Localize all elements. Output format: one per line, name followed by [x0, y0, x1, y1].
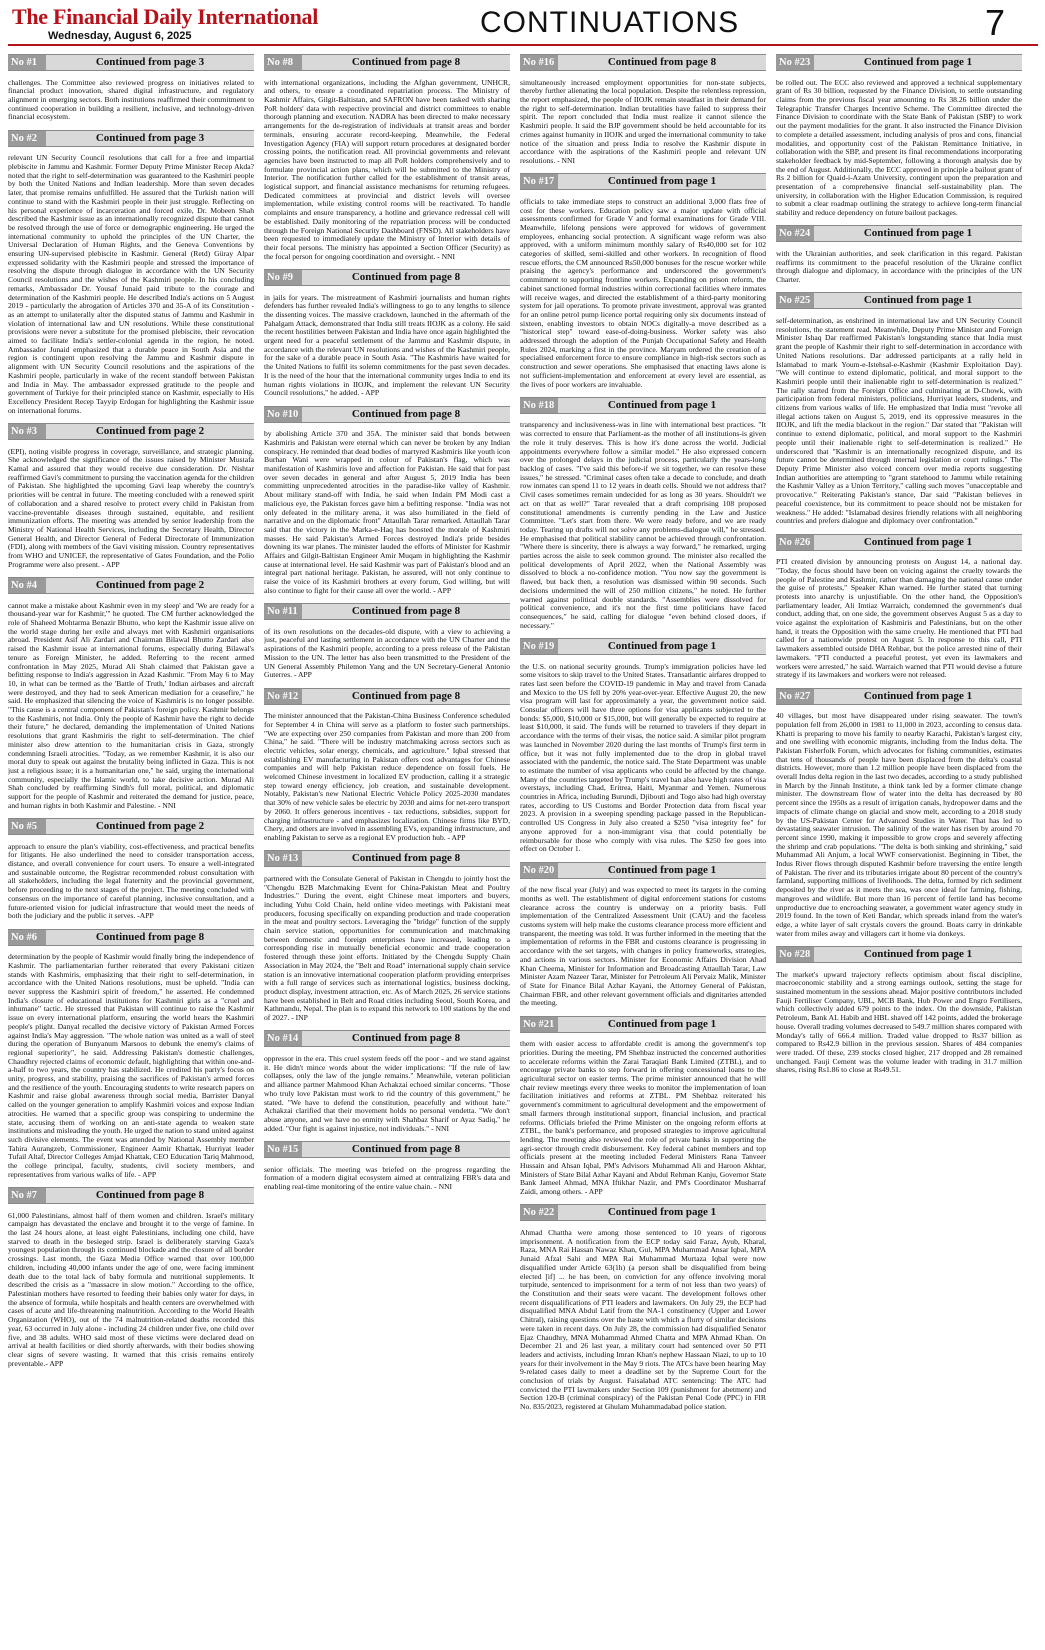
article-body: oppressor in the era. This cruel system feeds off the poor - and we stand against it. He didn't mince words about the wider implications: "If the rule of law collapses, only the law of the jungle remains." Meanwhile, veteran politician and alliance partner Mahmood Khan Achakzai echoed similar concerns. "Those who truly love Pakistan must work to rid the country of this government," he stated. "We have to defend the constitution, peacefully and without hate." Achakzai clarified that their movement holds no personal vendetta. "We don't abuse anyone, and we have no enmity with Shahbaz Sharif or Ayaz Sadiq," he added. "Our fight is against injustice, not individuals." - NNI	[264, 1054, 510, 1133]
continuation-header	[8, 423, 254, 440]
article-body: with international organizations, including the Afghan government, UNHCR, and others, to ensure a coordinated repatriation process. The Ministry of Kashmir Affairs, Gilgit-Baltistan, and SAFRON have been tasked with sharing PoR holders' data with respective provincial and district committees to enable thorough planning and execution. NADRA has been directed to make necessary arrangements for the de-registration of individuals at transit areas and border terminals, ensuring accurate record-keeping. Meanwhile, the Federal Investigation Agency (FIA) will support return procedures at designated border crossing points, the notification read. All provincial governments and relevant agencies have been instructed to map all PoR holders comprehensively and to formulate provincial action plans, which will be submitted to the Ministry of Interior. The notification further called for the establishment of transit areas, logistical support, and financial assistance mechanisms for returning refugees. Dedicated committees at provincial and district levels will oversee implementation, while existing control rooms will be reactivated. To handle complaints and ensure transparency, a hotline and grievance redressal cell will be established. Daily monitoring of the repatriation process will be conducted through the Foreign National Security Dashboard (FNSD). All stakeholders have been requested to immediately update the Ministry of Interior with details of their focal persons. The ministry has appointed a Section Officer (Security) as the focal person for ongoing coordination and oversight. - NNI	[264, 77, 510, 261]
continuation-header	[264, 603, 510, 620]
article-body: self-determination, as enshrined in international law and UN Security Council resolutions, the statement read. Meanwhile, Deputy Prime Minister and Foreign Minister Ishaq Dar reaffirmed Pakistan's longstanding stance that India must grant the people of Kashmir their right to self-determination in accordance with United Nations resolutions. Dar addressed participants at a rally held in Islamabad to mark Youm-e-Istehsal-e-Kashmir (Kashmir Exploitation Day). "We will continue to extend diplomatic, political, and moral support to the Kashmiri people until their inalienable right to self-determination is realized." The rally started from the Foreign Office and culminating at D-Chowk, with participation from federal ministers, politicians, Hurriyat leaders, students, and citizens from various walks of life. He emphasized that India must "revoke all illegal actions taken on August 5, 2019, end its oppressive measures in the IIOJK, and lift the media blackout in the region." Dar stated that "Pakistan will continue to extend diplomatic, political, and moral support to the Kashmiri people until their inalienable right to self-determination is realized." He underscored that "Kashmir is an internationally recognized dispute, and its future cannot be determined through internal legislation or court rulings." The Deputy Prime Minister also voiced concern over media reports suggesting Indian authorities are attempting to "grant statehood to Jammu while retaining the Kashmir Valley as a Union Territory," calling such moves "unacceptable and provocative." Reiterating Pakistan's stance, Dar said "Pakistan believes in peaceful coexistence, but its commitment to peace should not be mistaken for weakness." He added: "Islamabad desires friendly relations with all neighboring countries and prefers dialogue and diplomacy over confrontation."	[776, 316, 1022, 526]
continuation-header	[520, 173, 766, 190]
continued-from-label: Continued from page 8	[351, 270, 461, 283]
continued-from-label: Continued from page 8	[95, 1189, 205, 1202]
article-19	[520, 638, 766, 854]
article-24	[776, 225, 1022, 284]
column-3	[520, 52, 766, 1648]
article-number: No #21	[520, 1017, 558, 1032]
article-body: The market's upward trajectory reflects optimism about fiscal discipline, macroeconomic stability and a strong earnings outlook, setting the stage for sustained momentum in the sessions ahead. Major positive contributors included Fauji Fertiliser Company, UBL, MCB Bank, Hub Power and Engro Fertilisers, which collectively added 679 points to the index. On the downside, Pakistan Petroleum, Bank AL Habib and HBL shaved off 142 points, added the brokerage house. Overall trading volumes decreased to 549.7 million shares compared with Monday's tally of 666.4 million. Traded value dropped to Rs37 billion as compared to Rs42.9 billion in the previous session. Shares of 484 companies were traded. Of these, 239 stocks closed higher, 217 dropped and 28 remained unchanged. Fauji Cement was the volume leader with trading in 31.7 million shares, rising Rs1.86 to close at Rs49.51.	[776, 969, 1022, 1075]
column-4	[776, 52, 1022, 1648]
article-number: No #12	[264, 689, 302, 704]
article-body: the U.S. on national security grounds. Trump's immigration policies have led some visitors to skip travel to the United States. Transatlantic airfares dropped to rates last seen before the COVID-19 pandemic in May and travel from Canada and Mexico to the US fell by 20% year-over-year. Effective August 20, the new visa program will last for approximately a year, the government notice said. Consular officers will have three options for visa applicants subjected to the bonds: $5,000, $10,000 or $15,000, but will generally be expected to require at least $10,000, it said. The funds will be returned to travelers if they depart in accordance with the terms of their visas, the notice said. A similar pilot program was launched in November 2020 during the last months of Trump's first term in office, but it was not fully implemented due to the drop in global travel associated with the pandemic, the notice said. The State Department was unable to estimate the number of visa applicants who could be affected by the change. Many of the countries targeted by Trump's travel ban also have high rates of visa overstays, including Chad, Eritrea, Haiti, Myanmar and Yemen. Numerous countries in Africa, including Burundi, Djibouti and Togo also had high overstay rates, according to US Customs and Border Protection data from fiscal year 2023. A provision in a sweeping spending package passed in the Republican-controlled US Congress in July also created a $250 "visa integrity fee" for anyone approved for a non-immigrant visa that could potentially be reimbursable for those who comply with visa rules. The $250 fee goes into effect on October 1.	[520, 661, 766, 854]
article-14	[264, 1030, 510, 1133]
article-number: No #2	[8, 131, 46, 146]
article-6	[8, 929, 254, 1180]
continued-from-label: Continued from page 3	[95, 56, 205, 68]
continued-from-label: Continued from page 1	[863, 689, 973, 702]
continued-from-label: Continued from page 8	[351, 605, 461, 618]
continued-from-label: Continued from page 1	[607, 1206, 717, 1219]
continuation-header	[8, 130, 254, 147]
article-number: No #3	[8, 424, 46, 439]
continued-from-label: Continued from page 1	[607, 175, 717, 188]
article-body: determination by the people of Kashmir would finally bring the independence of Kashmir. The parliamentarian further reiterated that every Pakistani citizen stands with Kashmiris, emphasizing that their right to self-determination, in accordance with the United Nations resolutions, must be upheld. "India can never suppress the Kashmiri spirit of freedom," he asserted. He condemned India's closure of educational institutions for Kashmiri girls as a "cruel and inhumane" tactic. He stressed that Pakistan will continue to raise the Kashmir issue on every international platform, ensuring the world hears the Kashmiri people's plight. Danyal recalled the decisive victory of Pakistan Armed Forces against India's May aggression. "The whole nation was united as a wall of steel during the operation of Bunyanum Marsoos to debunk the enemy's claims of regional superiority", he said. Addressing Pakistan's domestic challenges, Chaudhry rejected claims of economic default, highlighting that within one-and-a-half to two years, the country has stabilized. He credited his party's focus on unity, progress, and stability, praising the sacrifices of Pakistan's armed forces and the resilience of the youth. Encouraging students to write research papers on Kashmir and raise global awareness through social media, Barrister Danyal called on the younger generation to amplify Kashmiri voices and expose Indian atrocities. He warned that a specific group was conspiring to undermine the state, accusing them of working on an anti-state agenda to weaken state institutions and misleading the youth. He urged the nation to stand united against such divisive elements. The event was attended by National Assembly member Tahira Aurangzeb, Commissioner, Engineer Aamir Khattak, Hurriyat leader Tufail Altaf, Director Colleges Amjad Khattak, CEO Education Tariq Mahmood, the college principal, faculty, students, civil society members, and representatives from various walks of life. - APP	[8, 952, 254, 1179]
article-1	[8, 54, 254, 122]
column-2	[264, 52, 510, 1648]
article-15	[264, 1141, 510, 1192]
article-body: transparency and inclusiveness-was in line with international best practices. "It was corrected to ensure that Parliament-as the mother of all institutions-is given the role it truly deserves. This is how it's done across the world. Judicial appointments everywhere follow a similar model." He also expressed concern over the prolonged delays in the judicial process, particularly the years-long backlog of cases. "I've said this before-if we sit together, we can resolve these issues," he stressed. "Criminal cases often take a decade to conclude, and death row inmates can spend 11 to 12 years in death cells. Should we not address that? Civil cases sometimes remain undecided for as long as 30 years. Shouldn't we act on that as well?" Tarar revealed that a draft comprising 108 proposed constitutional amendments is currently pending in the Law and Justice Committee. "Let's start from there. We were ready before, and we are ready today. Tearing up drafts will not solve any problems-dialogue will," he stressed. He emphasised that political stability cannot be achieved through confrontation. "Where there is sincerity, there is always a way forward," he remarked, urging parties across the aisle to seek common ground. The minister also recalled the political developments of April 2022, when the National Assembly was dissolved to block a no-confidence motion. "You now say the government is flawed, but back then, a resolution was dismissed within 90 seconds. Such decisions undermined the will of 250 million citizens," he noted. He further warned against political double standards. "Assemblies were dissolved for political convenience, and it's not the first time politicians have faced consequences," he said, calling for dialogue "even behind closed doors, if necessary."	[520, 420, 766, 630]
continuation-header	[520, 1204, 766, 1221]
article-number: No #26	[776, 535, 814, 550]
article-2	[8, 130, 254, 416]
article-body: cannot make a mistake about Kashmir even in my sleep' and 'We are ready for a thousand-year war for Kashmir,'" he quoted. The CM further acknowledged the role of Shaheed Mohtarma Benazir Bhutto, who kept the Kashmir issue alive on the world stage during her exile and always met with Kashmiri organisations abroad. President Asif Ali Zardari and Chairman Bilawal Bhutto Zardari also raised the Kashmir issue at international forums, especially during Bilawal's tenure as Foreign Minister, he added. Referring to the recent armed confrontation in May 2025, Murad Ali Shah claimed that Pakistan gave a befitting response to India's aggression in Azad Kashmir. "From May 6 to May 10, in what can be termed as the 'Battle of Truth,' Indian airbases and aircraft were destroyed, and they had to seek American mediation for a ceasefire," he said. He emphasized that silencing the voice of Kashmiris is no longer possible. "This cause is a central component of Pakistan's foreign policy. Kashmir belongs to the Kashmiris, not India. Only the people of Kashmir have the right to decide their future," he declared, demanding the implementation of United Nations resolutions that grant Kashmiris the right to self-determination. The chief minister also drew attention to the humanitarian crisis in Gaza, strongly condemning Israeli atrocities. "Today, as we remember Kashmir, it is also our moral duty to speak out against the brutality being inflicted in Gaza. This is not just a religious issue; it is a humanitarian one," he said, urging the international community, especially the Islamic world, to take decisive action. Murad Ali Shah concluded by reaffirming Sindh's full moral, political, and diplomatic support for the people of Kashmir and reiterated the demand for justice, peace, and human rights in both Kashmir and Palestine. - NNI	[8, 600, 254, 810]
article-11	[264, 603, 510, 680]
continued-from-label: Continued from page 2	[95, 424, 205, 437]
article-body: relevant UN Security Council resolutions that call for a free and impartial plebiscite in Jammu and Kashmir. Former Deputy Prime Minister Recep Akda? noted that the right to self-determination was guaranteed to the Kashmiri people by both the United Nations and Indian leadership. More than seven decades later, that promise remains unfulfilled. He assured that the Turkish nation will continue to stand with the Kashmiri people in their just struggle. Reflecting on his personal experience of incarceration and forced exile, Dr. Mobeen Shah described the Kashmir issue as an internationally recognized dispute that cannot be resolved through the use of force or demographic engineering. He urged the international community to uphold the principles of the UN Charter, the Universal Declaration of Human Rights, and the Geneva Conventions by ensuring UN-supervised plebiscite in Kashmir. General (Retd) Güray Alpar expressed solidarity with the Kashmiri people and stressed the importance of resolving the dispute through dialogue in accordance with the UN Security Council resolutions and the wishes of the Kashmiri people. In his concluding remarks, Ambassador Dr. Yousaf Junaid paid tribute to the courage and determination of the Kashmiri people. He described India's actions on 5 August 2019 - particularly the abrogation of Articles 370 and 35-A of its Constitution - as an attempt to unilaterally alter the disputed status of Jammu and Kashmir in violation of international law and UN resolutions. While these constitutional provisions were never a substitute for the promised plebiscite, their revocation aimed to facilitate India's settler-colonial agenda in the region, he noted. Ambassador Junaid emphasized that a durable peace in South Asia and the region is contingent upon resolving the Jammu and Kashmir dispute in alignment with UN Security Council resolutions and the aspirations of the Kashmiri people, particularly in wake of the recent standoff between Pakistan and India in May. The ambassador expressed gratitude to the people and government of Turkiye for their principled stance on Kashmir, especially to His Excellency President Recep Tayyip Erdogan for highlighting the Kashmir issue on international forums.	[8, 153, 254, 415]
article-17	[520, 173, 766, 389]
continuation-header	[8, 818, 254, 835]
continuation-header	[264, 1141, 510, 1158]
article-body: in jails for years. The mistreatment of Kashmiri journalists and human rights defenders has further revealed India's willingness to go to any lengths to silence the dissenting voices. The massive crackdown, launched in the aftermath of the Pahalgam Attack, demonstrated that India still treats IIOJK as a colony. He said the recent hostilities between Pakistan and India have once again highlighted the urgent need for a peaceful settlement of the Jammu and Kashmir dispute, in accordance with the relevant UN resolutions and wishes of the Kashmiri people, for the sake of a durable peace in South Asia. "The Kashmiris have waited for the United Nations to fulfil its solemn commitments for the past seven decades. It is the need of the hour that the international community urges India to end its human rights violations in IIOJK, and implement the relevant UN Security Council resolutions," he added. - APP	[264, 292, 510, 398]
article-27	[776, 688, 1022, 939]
continuation-header	[520, 54, 766, 71]
article-number: No #17	[520, 174, 558, 189]
article-body: officials to take immediate steps to construct an additional 3,000 flats free of cost for these workers. Education policy saw a major update with official assessments confirmed for Grade V and formal examinations for Grade VIII. Meanwhile, lifelong pensions were approved for widows of government employees, enhancing social protection. A significant wage reform was also approved, with a uniform minimum monthly salary of Rs40,000 set for 102 categories of skilled, semi-skilled and other workers. In recognition of flood rescue efforts, the CM announced Rs50,000 bonuses for the rescue worker while praising the agency's performance and underscored the government's commitment to supporting frontline workers. Expanding on prison reform, the cabinet sanctioned formal industries within correctional facilities where inmates will receive wages, and directed the establishment of a third-party monitoring system for jail operations. To promote private investment, approval was granted for an online petrol pump licence portal requiring only six documents instead of sixteen, enabling investors to obtain NOCs digitally-a move described as a "historical step" toward ease-of-doing-business. Worker safety was also addressed through the adoption of the Punjab Occupational Safety and Health Rules 2024, marking a first in the province. Maryam ordered the creation of a specialised enforcement force to ensure compliance in high-risk sectors such as construction and sewer operations. She emphasised that enacting laws alone is not sufficient-implementation and enforcement at every level are essential, as the lives of poor workers are invaluable.	[520, 196, 766, 389]
article-body: be rolled out. The ECC also reviewed and approved a technical supplementary grant of Rs 30 billion, requested by the Finance Division, to settle outstanding claims from the previous fiscal year amounting to Rs 38.26 billion under the Telegraphic Transfer Charges Incentive Scheme. The Committee directed the Finance Division to coordinate with the State Bank of Pakistan (SBP) to work out the payment modalities for the grant. It also instructed the Finance Division to complete a detailed assessment, including analysis of pros and cons, financial modalities, and opportunity cost of the Pakistan Remittance Initiative, in collaboration with the SBP, and present its final recommendations incorporating stakeholder feedback by mid-September, following a thorough analysis due by the end of August. Additionally, the ECC approved in principle a bailout grant of Rs 2 billion for Quaid-i-Azam University, contingent upon the preparation and presentation of a comprehensive financial self-sustainability plan. The university, in collaboration with the Higher Education Commission, is required to submit a clear roadmap outlining the strategy to achieve long-term financial stability and reduce dependency on future bailout packages.	[776, 77, 1022, 218]
continuation-header	[776, 688, 1022, 705]
continued-from-label: Continued from page 1	[863, 294, 973, 307]
continuation-header	[776, 54, 1022, 71]
article-body: 61,000 Palestinians, almost half of them women and children. Israel's military campaign has devastated the enclave and brought it to the verge of famine. In the last 24 hours alone, at least eight Palestinians, including one child, have starved to death in the besieged strip. Israel is deliberately starving Gaza's youngest population through its continued blockade and the closure of all border crossings. Last month, the Gaza Media Office warned that over 100,000 children, including 40,000 infants under the age of one, were facing imminent death due to the total lack of baby formula and nutritional supplements. It described the crisis as a "massacre in slow motion." According to the office, Palestinian mothers have resorted to feeding their babies only water for days, in the absence of formula, while hospitals and health centers are overwhelmed with cases of acute and life-threatening malnutrition. According to the World Health Organization (WHO), out of the 74 malnutrition-related deaths recorded this year, 63 occurred in July alone - including 24 children under five, one child over five, and 38 adults. WHO said most of these victims were declared dead on arrival at health facilities or died shortly afterwards, with their bodies showing clear signs of severe wasting. It warned that this crisis remains entirely preventable.- APP	[8, 1210, 254, 1368]
article-number: No #19	[520, 639, 558, 654]
continued-from-label: Continued from page 1	[607, 639, 717, 652]
continued-from-label: Continued from page 8	[351, 689, 461, 702]
continuation-header	[8, 1187, 254, 1204]
article-body: partnered with the Consulate General of Pakistan in Chengdu to jointly host the "Chengdu B2B Matchmaking Event for China-Pakistan Meat and Poultry Industries." During the event, eight Chinese meat importers and buyers, including Yuhu Cold Chain, held online video meetings with Pakistani meat producers, focusing specifically on expanding production and trade cooperation in the meat and poultry sectors. Leveraging the "bridge" function of the supply chain service station, opportunities for communication and matchmaking between domestic and foreign enterprises have increased, leading to a corresponding rise in mutually beneficial economic and trade cooperation fostered through these joint efforts. Initiated by the Chengdu Supply Chain Association in May 2024, the "Belt and Road" international supply chain service station is an innovative international cooperation platform providing enterprises with a full range of services such as international logistics, business docking, product display, investment attraction, etc. As of March 2025, 26 service stations have been established in Belt and Road cities including Seoul, South Korea, and Kathmandu, Nepal. The plan is to expand this network to 100 stations by the end of 2027. - INP	[264, 873, 510, 1023]
article-23	[776, 54, 1022, 218]
continuation-header	[8, 577, 254, 594]
article-number: No #6	[8, 930, 46, 945]
article-3	[8, 423, 254, 569]
continuation-header	[776, 292, 1022, 309]
continuation-header	[776, 534, 1022, 551]
masthead-rule	[8, 44, 1038, 46]
continuation-header	[264, 1030, 510, 1047]
article-body: senior officials. The meeting was briefed on the progress regarding the formation of a modern digital ecosystem aimed at centralizing FBR's data and enabling real-time monitoring of the entire value chain. - NNI	[264, 1164, 510, 1191]
article-28	[776, 946, 1022, 1075]
article-9	[264, 269, 510, 398]
article-body: The minister announced that the Pakistan-China Business Conference scheduled for September 4 in China will serve as a platform to foster such partnerships. "We are expecting over 250 companies from Pakistan and more than 200 from China," he said. "There will be industry matchmaking across sectors such as electric vehicles, solar energy, chemicals, and agriculture." Iqbal stressed that establishing EV manufacturing in Pakistan offers cost advantages for Chinese companies and will help Pakistan reduce dependence on fossil fuels. He welcomed Chinese investment in localized EV production, calling it a strategic step toward energy efficiency, job creation, and sustainable development. Notably, Pakistan's new National Electric Vehicle Policy 2025-2030 mandates that 30% of new vehicle sales be electric by 2030 and aims for net-zero transport by 2060. It offers generous incentives - tax reductions, subsidies, support for charging infrastructure - and emphasizes localization. Chinese firms like BYD, Chery, and others are involved in assembling EVs, expanding infrastructure, and enabling Pakistan to serve as a regional EV production hub. - APP	[264, 711, 510, 842]
article-number: No #4	[8, 578, 46, 593]
article-body: them with easier access to affordable credit is among the government's top priorities. During the meeting, PM Shehbaz instructed the concerned authorities to accelerate reforms within the Zarai Taraqiati Bank Limited (ZTBL), and to encourage private banks to step forward in offering concessional loans to the agricultural sector on easier terms. The prime minister announced that he will chair review meetings every three weeks to monitor the implementation of loan facilitation initiatives and reforms at ZTBL. PM Shehbaz reiterated his government's commitment to agricultural development and the empowerment of small farmers through institutional support, financial inclusion, and practical reforms. Officials briefed the Prime Minister on the ongoing reform efforts at ZTBL, the bank's performance, and proposed strategies to improve agricultural lending. The meeting also reviewed the role of private banks in supporting the agri-sector through credit disbursement. Key federal cabinet members and top officials present at the meeting included Federal Ministers Rana Tanveer Hussain and Ahsan Iqbal, PM's Advisors Muhammad Ali and Haroon Akhtar, Ministers of State Bilal Azhar Kayani and Abdul Rehman Kanju, Governor State Bank Jameel Ahmad, MNA Iftikhar Nazir, and PM's Coordinator Musharraf Zaidi, among others. - APP	[520, 1039, 766, 1197]
publication-date: Wednesday, August 6, 2025	[48, 30, 192, 42]
article-body: (EPI), noting visible progress in coverage, surveillance, and strategic planning. She acknowledged the significance of the issues raised by Minister Mustafa Kamal and assured that they would receive due consideration. Dr. Nishtar reaffirmed Gavi's commitment to pursing the vaccination agenda for the children of Pakistan. She highlighted the upcoming Gavi leap whereby the country's priorities will be central in future. The meeting concluded with a renewed spirit of collaboration and a shared resolve to protect every child in Pakistan from vaccine-preventable diseases through sustained, equitable, and resilient immunization efforts. The meeting was attended by senior leadership from the Ministry of National Health Services, including the Secretary Health, Director General Health, and Director General of Federal Directorate of Immunization (FDI), along with members of the Gavi visiting mission. Country representatives from WHO and UNICEF, the representative of Gates Foundation, and the Polio Programme were also present. - APP	[8, 446, 254, 569]
continued-from-label: Continued from page 1	[607, 398, 717, 411]
article-number: No #7	[8, 1188, 46, 1203]
article-20	[520, 862, 766, 1008]
continuation-header	[520, 638, 766, 655]
continuation-header	[520, 397, 766, 414]
article-body: simultaneously increased employment opportunities for non-state subjects, thereby further alienating the local population. Despite the relentless repression, the report emphasized, the people of IIOJK remain steadfast in their demand for the right to self-determination. Indian brutalities have failed to suppress their spirit. The report concluded that India must realize it cannot silence the Kashmiri people. It said the BJP government should be held accountable for its crimes against humanity in IIOJK and urged the international community to take notice of the situation and press India to resolve the Kashmir dispute in accordance with the aspirations of the Kashmiri people and relevant UN resolutions. - NNI	[520, 77, 766, 165]
article-number: No #11	[264, 604, 302, 619]
article-number: No #20	[520, 863, 558, 878]
article-number: No #16	[520, 55, 558, 70]
continued-from-label: Continued from page 8	[351, 1142, 461, 1155]
article-10	[264, 406, 510, 596]
continued-from-label: Continued from page 8	[607, 56, 717, 68]
article-13	[264, 850, 510, 1023]
article-number: No #13	[264, 851, 302, 866]
continuation-header	[520, 1016, 766, 1033]
continuation-header	[264, 850, 510, 867]
continued-from-label: Continued from page 3	[95, 131, 205, 144]
article-number: No #23	[776, 55, 814, 70]
continuation-header	[520, 862, 766, 879]
continuation-header	[8, 929, 254, 946]
article-5	[8, 818, 254, 921]
article-body: challenges. The Committee also reviewed progress on initiatives related to financial product innovation, shared digital infrastructure, and regulatory alignment in emerging sectors. Both institutions reaffirmed their commitment to continued cooperation in building a resilient, inclusive, and technology-driven financial ecosystem.	[8, 77, 254, 122]
article-number: No #14	[264, 1031, 302, 1046]
article-number: No #5	[8, 819, 46, 834]
article-body: of its own resolutions on the decades-old dispute, with a view to achieving a just, peaceful and lasting settlement in accordance with the UN Charter and the aspirations of the Kashmiri people, according to a press release of the Pakistan Mission to the UN. The letter has also been transmitted to the President of the UN General Assembly Philemon Yang and the UN Secretary-General Antonio Guterres. - APP	[264, 626, 510, 680]
article-22	[520, 1204, 766, 1411]
article-body: by abolishing Article 370 and 35A. The minister said that bonds between Kashmiris and Pakistan were eternal which can never be broken by any Indian conspiracy. He reminded that dead bodies of martyred Kashmiris like youth icon Burhan Wani were wrapped in colour of Pakistan's flag, which was manifestation of Kashmiris love and affection for Pakistan. He said that for past over seven decades in general and after August 5, 2019 India has been committing unprecedented atrocities in the paradise-like valley of Kashmir. About military stand-off with India, he said when Indain PM Modi cast a malicious eye, the Pakistan forces gave him a befitting response. "India was not only defeated in the military arena, it was also humiliated in the field of narrative and on the diplomatic front" Attaullah Tarar remarked. Attaullah Tarar said that the victory in the Marka-e-Haq has boosted the morale of Kashmiri masses. He said Pakistan's Armed Forces destroyed India's pride besides downing its war planes. The minister lauded the efforts of Minister for Kashmir Affairs and Gilgit-Baltistan Engineer Amir Muqam in highlighting the Kashmir cause at international level. He said Kashmir was part of Pakistan's blood and an integral part national heritage. Pakistan, he assured, will not only continue to raise the voice of its Kashmiri brothers at every forum, God willing, but will also continue to fight for their cause all over the world. - APP	[264, 429, 510, 595]
article-body: 40 villages, but most have disappeared under rising seawater. The town's population fell from 26,000 in 1981 to 11,000 in 2023, according to census data. Khatti is preparing to move his family to nearby Karachi, Pakistan's largest city, and one swelling with economic migrants, including from the Indus delta. The Pakistan Fisherfolk Forum, which advocates for fishing communities, estimates that tens of thousands of people have been displaced from the delta's coastal districts. However, more than 1.2 million people have been displaced from the overall Indus delta region in the last two decades, according to a study published in March by the Jinnah Institute, a think tank led by a former climate change minister. The downstream flow of water into the delta has decreased by 80 percent since the 1950s as a result of irrigation canals, hydropower dams and the impacts of climate change on glacial and snow melt, according to a 2018 study by the US-Pakistan Center for Advanced Studies in Water. That has led to devastating seawater intrusion. The salinity of the water has risen by around 70 percent since 1990, making it impossible to grow crops and severely affecting the shrimp and crab populations. "The delta is both sinking and shrinking," said Muhammad Ali Anjum, a local WWF conservationist. Beginning in Tibet, the Indus River flows through disputed Kashmir before traversing the entire length of Pakistan. The river and its tributaries irrigate about 80 percent of the country's farmland, supporting millions of livelihoods. The delta, formed by rich sediment deposited by the river as it meets the sea, was once ideal for farming, fishing, mangroves and wildlife. But more than 16 percent of fertile land has become unproductive due to encroaching seawater, a government water agency study in 2019 found. In the town of Keti Bandar, which spreads inland from the water's edge, a white layer of salt crystals covers the ground. Boats carry in drinkable water from miles away and villagers cart it home via donkeys.	[776, 711, 1022, 938]
continuation-header	[8, 54, 254, 71]
article-number: No #27	[776, 689, 814, 704]
continued-from-label: Continued from page 1	[607, 1017, 717, 1030]
article-number: No #28	[776, 947, 814, 962]
continued-from-label: Continued from page 1	[863, 948, 973, 960]
article-25	[776, 292, 1022, 525]
article-number: No #9	[264, 270, 302, 285]
continued-from-label: Continued from page 1	[863, 227, 973, 240]
column-1	[8, 52, 254, 1648]
article-12	[264, 688, 510, 843]
article-number: No #25	[776, 293, 814, 308]
continued-from-label: Continued from page 8	[351, 852, 461, 865]
continued-from-label: Continued from page 2	[95, 579, 205, 592]
page-number: 7	[985, 2, 1006, 43]
article-body: PTI created division by announcing protests on August 14, a national day. "Today, the focus should have been on voicing against the cruelty towards the people of Palestine and Kashmir, rather than damaging the national cause under the guise of protests," Speaker Khan warned. He further stated that turning protests into anarchy is unjustifiable. On the other hand, the Opposition's parliamentary leader, Ali Imtiaz Warraich, condemned the government's dual conduct, adding that, on one side, the government observes August 5 as a day to voice against the exploitation of Kashmiris and Palestinians, but on the other hand, it treats the Opposition with the same cruelty. He mentioned that PTI had called for a nationwide protest on August 5. In response to this call, PTI lawmakers assembled outside DHA Rehbar, but the police arrested nine of their lawmakers. "PTI conducted a peaceful protest, yet even its lawmakers and workers were arrested," he said. Warraich warned that PTI would devise a future strategy if its lawmakers and workers were not released.	[776, 557, 1022, 680]
continuation-header	[776, 225, 1022, 242]
continued-from-label: Continued from page 8	[351, 1032, 461, 1045]
newspaper-name: The Financial Daily International	[12, 4, 319, 29]
section-title: CONTINUATIONS	[480, 6, 740, 39]
continuation-header	[776, 946, 1022, 963]
continuation-header	[264, 688, 510, 705]
article-number: No #10	[264, 407, 302, 422]
continued-from-label: Continued from page 1	[863, 535, 973, 548]
masthead	[0, 0, 1045, 46]
article-7	[8, 1187, 254, 1368]
article-16	[520, 54, 766, 166]
article-body: approach to ensure the plan's viability, cost-effectiveness, and practical benefits for litigants. He also underlined the need to consider transportation access, distance, and overall convenience for court users. To ensure a well-integrated and sustainable outcome, the Registrar recommended robust consultation with all stakeholders, including the legal fraternity and the provincial government, before proceeding to the next stages of the project. The meeting concluded with consensus on the importance of careful planning, inclusive consultation, and a future-oriented vision for judicial infrastructure that would meet the needs of both the judiciary and the public it serves. -APP	[8, 841, 254, 921]
article-body: of the new fiscal year (July) and was expected to meet its targets in the coming months as well. The establishment of digital enforcement stations for customs clearance across the country is underway on a priority basis. Full implementation of the Centralized Assessment Unit (CAU) and the faceless customs system will help make the customs clearance process more efficient and transparent, the meeting was told. It was further informed in the meeting that the implementation of reforms in the FBR and customs clearance is progressing in accordance with the set targets, with changes in policy frameworks, strategies, and actions in various sectors. Minister for Economic Affairs Division Ahad Khan Cheema, Minister for Information and Broadcasting Attaullah Tarar, Law Minister Azam Nazeer Tarar, Minister for Petroleum Ali Pervaiz Malik, Minister of State for Finance Bilal Azhar Kayani, the Attorney General of Pakistan, Chairman FBR, and other relevant government officials and dignitaries attended the meeting.	[520, 885, 766, 1008]
article-number: No #15	[264, 1142, 302, 1157]
continued-from-label: Continued from page 2	[95, 820, 205, 833]
article-21	[520, 1016, 766, 1197]
article-number: No #8	[264, 55, 302, 70]
article-body: with the Ukrainian authorities, and seek clarification in this regard. Pakistan reaffirms its commitment to the peaceful resolution of the Ukraine conflict through dialogue and diplomacy, in accordance with the principles of the UN Charter.	[776, 249, 1022, 285]
continued-from-label: Continued from page 1	[607, 863, 717, 876]
article-number: No #1	[8, 55, 46, 70]
article-4	[8, 577, 254, 810]
continuation-header	[264, 269, 510, 286]
article-number: No #24	[776, 226, 814, 241]
continued-from-label: Continued from page 8	[351, 56, 461, 68]
article-26	[776, 534, 1022, 680]
continued-from-label: Continued from page 8	[351, 407, 461, 420]
continued-from-label: Continued from page 1	[863, 56, 973, 68]
continuation-header	[264, 406, 510, 423]
article-8	[264, 54, 510, 261]
article-body: Ahmad Chattha were among those sentenced to 10 years of rigorous imprisonment. A notification from the ECP today said Faraz, Ayub, Kharal, Raza, MNA Rai Hassan Nawaz Khan, Gul, MPA Muhammad Ansar Iqbal, MPA Junaid Afzal Sahi and MPA Rai Muhammad Murtaza Iqbal were now disqualified under Article 63(1h) (a person shall be disqualified from being elected [if] ... he has been, on conviction for any offence involving moral turpitude, sentenced to imprisonment for a term of not less than two years) of the Constitution and their seats were vacant. The development follows other recent disqualifications of PTI leaders and lawmakers. On July 29, the ECP had disqualified MNA Abdul Latif from the NA-1 constituency (Upper and Lower Chitral), raising questions over the haste with which a flurry of similar decisions were taken in recent days. On July 28, the commission had disqualified Senator Ejaz Chaudhry, MNA Muhammad Ahmed Chatta and MPA Ahmad Khan. On December 21 and 26 last year, a military court had sentenced over 50 PTI leaders and activists, including Imran Khan's nephew Hassaan Niazi, to up to 10 years for their involvement in the May 9 riots. The ATCs have been hearing May 9-related cases daily to meet a deadline set by the Supreme Court for the conclusion of trials by August. Faisalabad ATC sentencing: The ATC had convicted the PTI lawmakers under Section 109 (punishment for abetment) and Section 120-B (criminal conspiracy) of the Pakistan Penal Code (PPC) in FIR No. 835/2023, registered at Ghulam Muhammadabad police station.	[520, 1228, 766, 1412]
article-number: No #18	[520, 398, 558, 413]
continued-from-label: Continued from page 8	[95, 930, 205, 943]
article-number: No #22	[520, 1205, 558, 1220]
article-18	[520, 397, 766, 630]
continuation-header	[264, 54, 510, 71]
